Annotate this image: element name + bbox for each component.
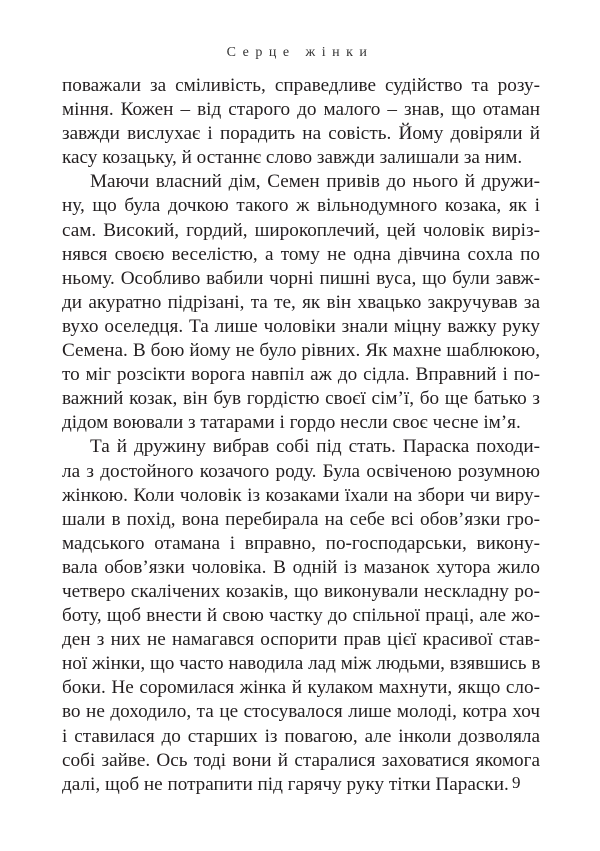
text-line: ну, що була дочкою такого ж вільнодумного козака, як і <box>62 195 540 217</box>
text-line: міння. Кожен – від старого до малого – знав, що отаман <box>62 99 540 121</box>
text-line: четверо скалічених козаків, що виконували нескладну ро- <box>62 580 540 602</box>
text-line: боту, щоб внести й свою частку до спільної праці, але жо- <box>62 605 540 627</box>
running-head: Серце жінки <box>226 45 374 60</box>
paragraph <box>62 435 540 796</box>
text-line: дідом воювали з татарами і гордо несли своє чесне ім’я. <box>62 412 521 434</box>
text-line: Та й дружину вибрав собі під стать. Параска походи- <box>90 436 540 458</box>
text-line: ньому. Особливо вабили чорні пишні вуса, що були завж- <box>62 267 540 289</box>
body-text <box>62 74 540 797</box>
text-line: вухо оселедця. Та лише чоловіки знали міцну важку руку <box>62 315 540 337</box>
text-line: сам. Високий, гордий, широкоплечий, цей чоловік виріз- <box>62 219 540 241</box>
text-line: далі, щоб не потрапити під гарячу руку тітки Параски. <box>62 773 509 795</box>
text-line: мадського отамана і вправно, по-господарськи, викону- <box>62 532 540 554</box>
text-line: ди акуратно підрізані, та те, як він хвацько закручував за <box>62 291 540 313</box>
text-line: Семена. В бою йому не було рівних. Як махне шаблюкою, <box>62 340 540 362</box>
text-line: то міг розсікти ворога навпіл аж до сідла. Вправний і по- <box>62 364 540 386</box>
text-line: нявся своєю веселістю, а тому не одна дівчина сохла по <box>62 243 540 265</box>
text-line: ної жінки, що часто наводила лад між людьми, взявшись в <box>62 653 541 675</box>
text-line: поважали за сміливість, справедливе судійство та розу- <box>62 75 540 96</box>
text-line: во не доходило, та це стосувалося лише молоді, котра хоч <box>62 701 540 723</box>
text-line: вала обов’язки чоловіка. В одній із мазанок хутора жило <box>62 556 540 578</box>
text-line: собі зайве. Ось тоді вони й старалися заховатися якомога <box>62 749 540 771</box>
text-line: жінкою. Коли чоловік із козаками їхали на збори чи виру- <box>62 484 540 506</box>
text-line: касу козацьку, й останнє слово завжди залишали за ним. <box>62 147 523 169</box>
text-line: боки. Не соромилася жінка й кулаком махнути, якщо сло- <box>62 677 540 699</box>
text-line: Маючи власний дім, Семен привів до нього й дружи- <box>90 171 540 193</box>
page-number: 9 <box>512 773 521 792</box>
text-line: ла з достойного козачого роду. Була освіченою розумною <box>62 460 540 482</box>
text-line: і ставилася до старших із повагою, але інколи дозволяла <box>62 725 540 747</box>
paragraph <box>62 74 540 170</box>
text-line: шали в похід, вона перебирала на себе всі обов’язки гро- <box>62 508 540 530</box>
text-line: важний козак, він був гордістю своєї сім’ї, бо ще батько з <box>62 388 540 410</box>
text-line: завжди вислухає і порадить на совість. Йому довіряли й <box>62 123 540 145</box>
text-line: ден з них не намагався оспорити прав цієї красивої став- <box>62 629 540 651</box>
paragraph <box>62 170 540 435</box>
